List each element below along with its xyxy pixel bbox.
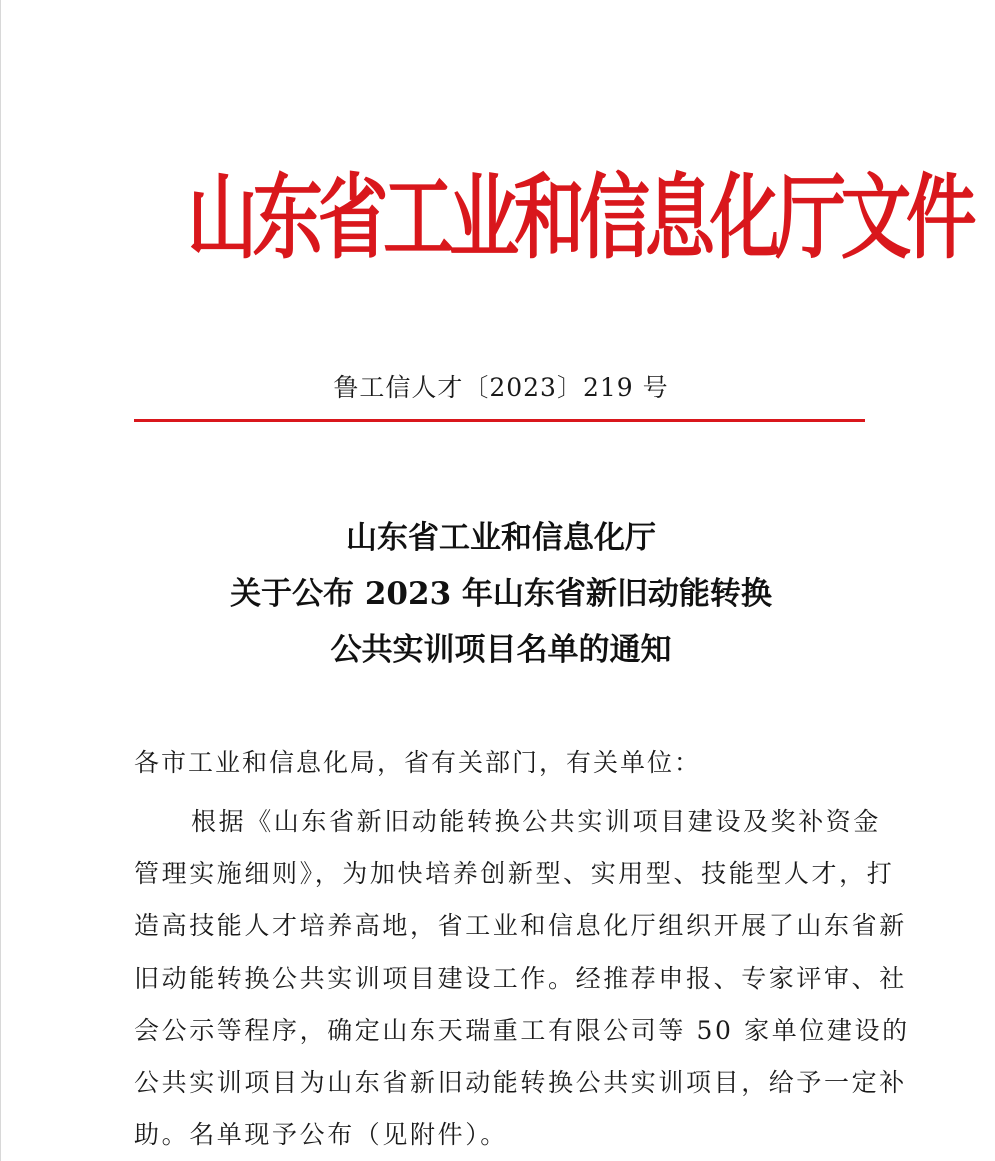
body-line: 造高技能人才培养高地，省工业和信息化厅组织开展了山东省新 (134, 911, 907, 941)
body-line: 管理实施细则》，为加快培养创新型、实用型、技能型人才，打 (134, 859, 895, 889)
body-line: 会公示等程序，确定山东天瑞重工有限公司等 50 家单位建设的 (134, 1015, 910, 1045)
body-line: 根据《山东省新旧动能转换公共实训项目建设及奖补资金 (191, 807, 882, 836)
red-divider-line (134, 419, 865, 422)
body-line: 公共实训项目为山东省新旧动能转换公共实训项目，给予一定补 (134, 1068, 907, 1098)
document-number: 鲁工信人才〔2023〕219 号 (333, 373, 669, 402)
notice-title-line-1: 山东省工业和信息化厅 (346, 520, 656, 556)
notice-title-line-2: 关于公布 2023 年山东省新旧动能转换 (230, 576, 772, 612)
body-paragraph (134, 796, 910, 1161)
body-line: 旧动能转换公共实训项目建设工作。经推荐申报、专家评审、社 (134, 963, 907, 993)
notice-title (121, 510, 881, 678)
body-line: 助。名单现予公布（见附件）。 (134, 1120, 508, 1150)
salutation: 各市工业和信息化局，省有关部门，有关单位： (134, 748, 702, 777)
notice-title-line-3: 公共实训项目名单的通知 (330, 632, 672, 668)
issuer-header-title: 山东省工业和信息化厅文件 (187, 164, 972, 272)
